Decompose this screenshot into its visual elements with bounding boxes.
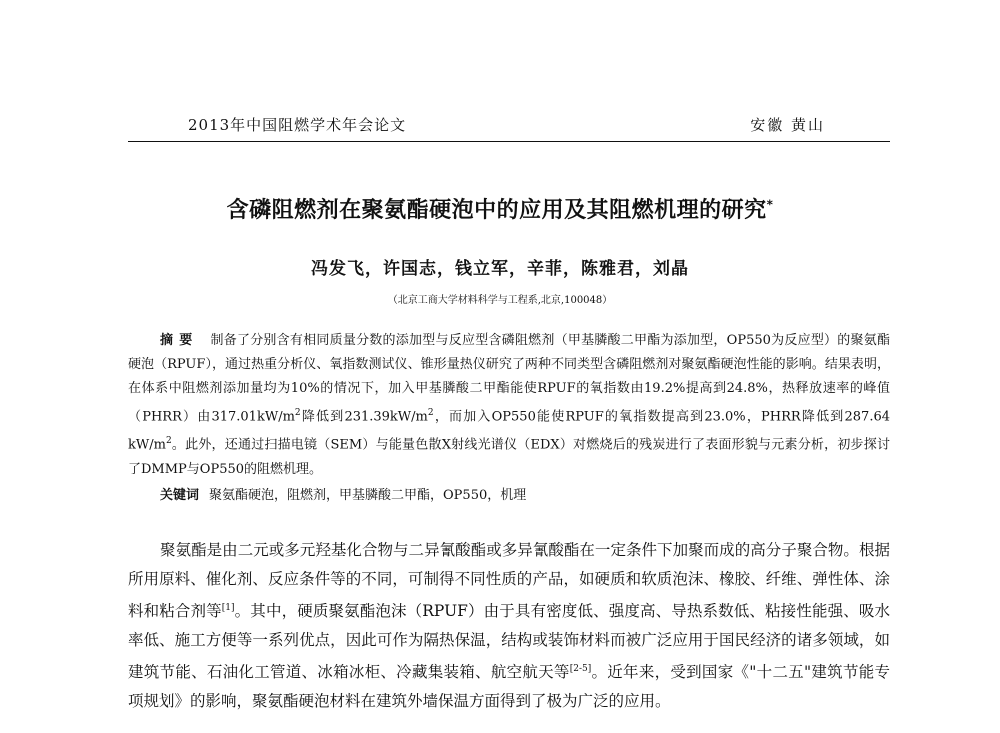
abstract-sup-1: 2 — [294, 408, 301, 418]
running-header-right: 安徽 黄山 — [750, 116, 825, 134]
abstract-text-1: 制备了分别含有相同质量分数的添加型与反应型含磷阻燃剂（甲基膦酸二甲酯为添加型，OP550为反应型）的聚氨酯硬泡（RPUF），通过热重分析仪、氧指数测试仪、锥形量热仪研究了两种不同类型含磷阻燃剂对聚氨酯硬泡性能的影响。结果表明，在体系中阻燃剂添加量均为10%的情况下，加入甲基膦酸二甲酯能使RPUF的氧指数由19.2%提高到24.8%，热释放速率的峰值（PHRR）由317.01kW/m — [128, 333, 890, 425]
citation-ref-2: [2-5] — [569, 664, 592, 675]
abstract-text-2: 降低到231.39kW/m — [300, 409, 428, 425]
body-text-1: 聚氨酯是由二元或多元羟基化合物与二异氰酸酯或多异氰酸酯在一定条件下加聚而成的高分子聚合物。根据所用原料、催化剂、反应条件等的不同，可制得不同性质的产品，如硬质和软质泡沫、橡胶、纤维、弹性体、涂料和粘合剂等 — [128, 541, 890, 621]
abstract-sup-3: 2 — [165, 436, 172, 447]
abstract — [128, 329, 890, 482]
keywords-label: 关键词 — [160, 488, 200, 503]
body-paragraph — [128, 536, 890, 716]
body-text-3: 。近年来，受到国家《"十二五"建筑节能专项规划》的影响，聚氨酯硬泡材料在建筑外墙保温方面得到了极为广泛的应用。 — [128, 663, 890, 711]
header-rule — [128, 141, 890, 142]
body-text-2: 。其中，硬质聚氨酯泡沫（RPUF）由于具有密度低、强度高、导热系数低、粘接性能强、吸水率低、施工方便等一系列优点，因此可作为隔热保温，结构或装饰材料而被广泛应用于国民经济的诸多领域，如建筑节能、石油化工管道、冰箱冰柜、冷藏集装箱、航空航天等 — [128, 602, 890, 682]
running-header-left: 2013年中国阻燃学术年会论文 — [188, 116, 407, 134]
abstract-text-4: 。此外，还通过扫描电镜（SEM）与能量色散X射线光谱仪（EDX）对燃烧后的残炭进行了表面形貌与元素分析，初步探讨了DMMP与OP550的阻燃机理。 — [128, 437, 890, 477]
abstract-label: 摘要 — [160, 333, 199, 348]
affiliation: （北京工商大学材料科学与工程系,北京,100048） — [387, 295, 613, 306]
author-list: 冯发飞，许国志，钱立军，辛菲，陈雅君，刘晶 — [311, 259, 689, 279]
abstract-sup-2: 2 — [427, 408, 434, 418]
paper-title — [0, 193, 1000, 224]
title-footnote-mark: * — [766, 197, 774, 212]
paper-title-text: 含磷阻燃剂在聚氨酯硬泡中的应用及其阻燃机理的研究 — [226, 198, 767, 223]
keywords-text: 聚氨酯硬泡，阻燃剂，甲基膦酸二甲酯，OP550，机理 — [209, 488, 527, 503]
abstract-text-3: ，而加入OP550能使RPUF的氧指数提高到23.0%，PHRR降低到287.64 kW/m — [128, 409, 890, 453]
keywords — [160, 486, 890, 506]
citation-ref-1: [1] — [221, 603, 235, 613]
